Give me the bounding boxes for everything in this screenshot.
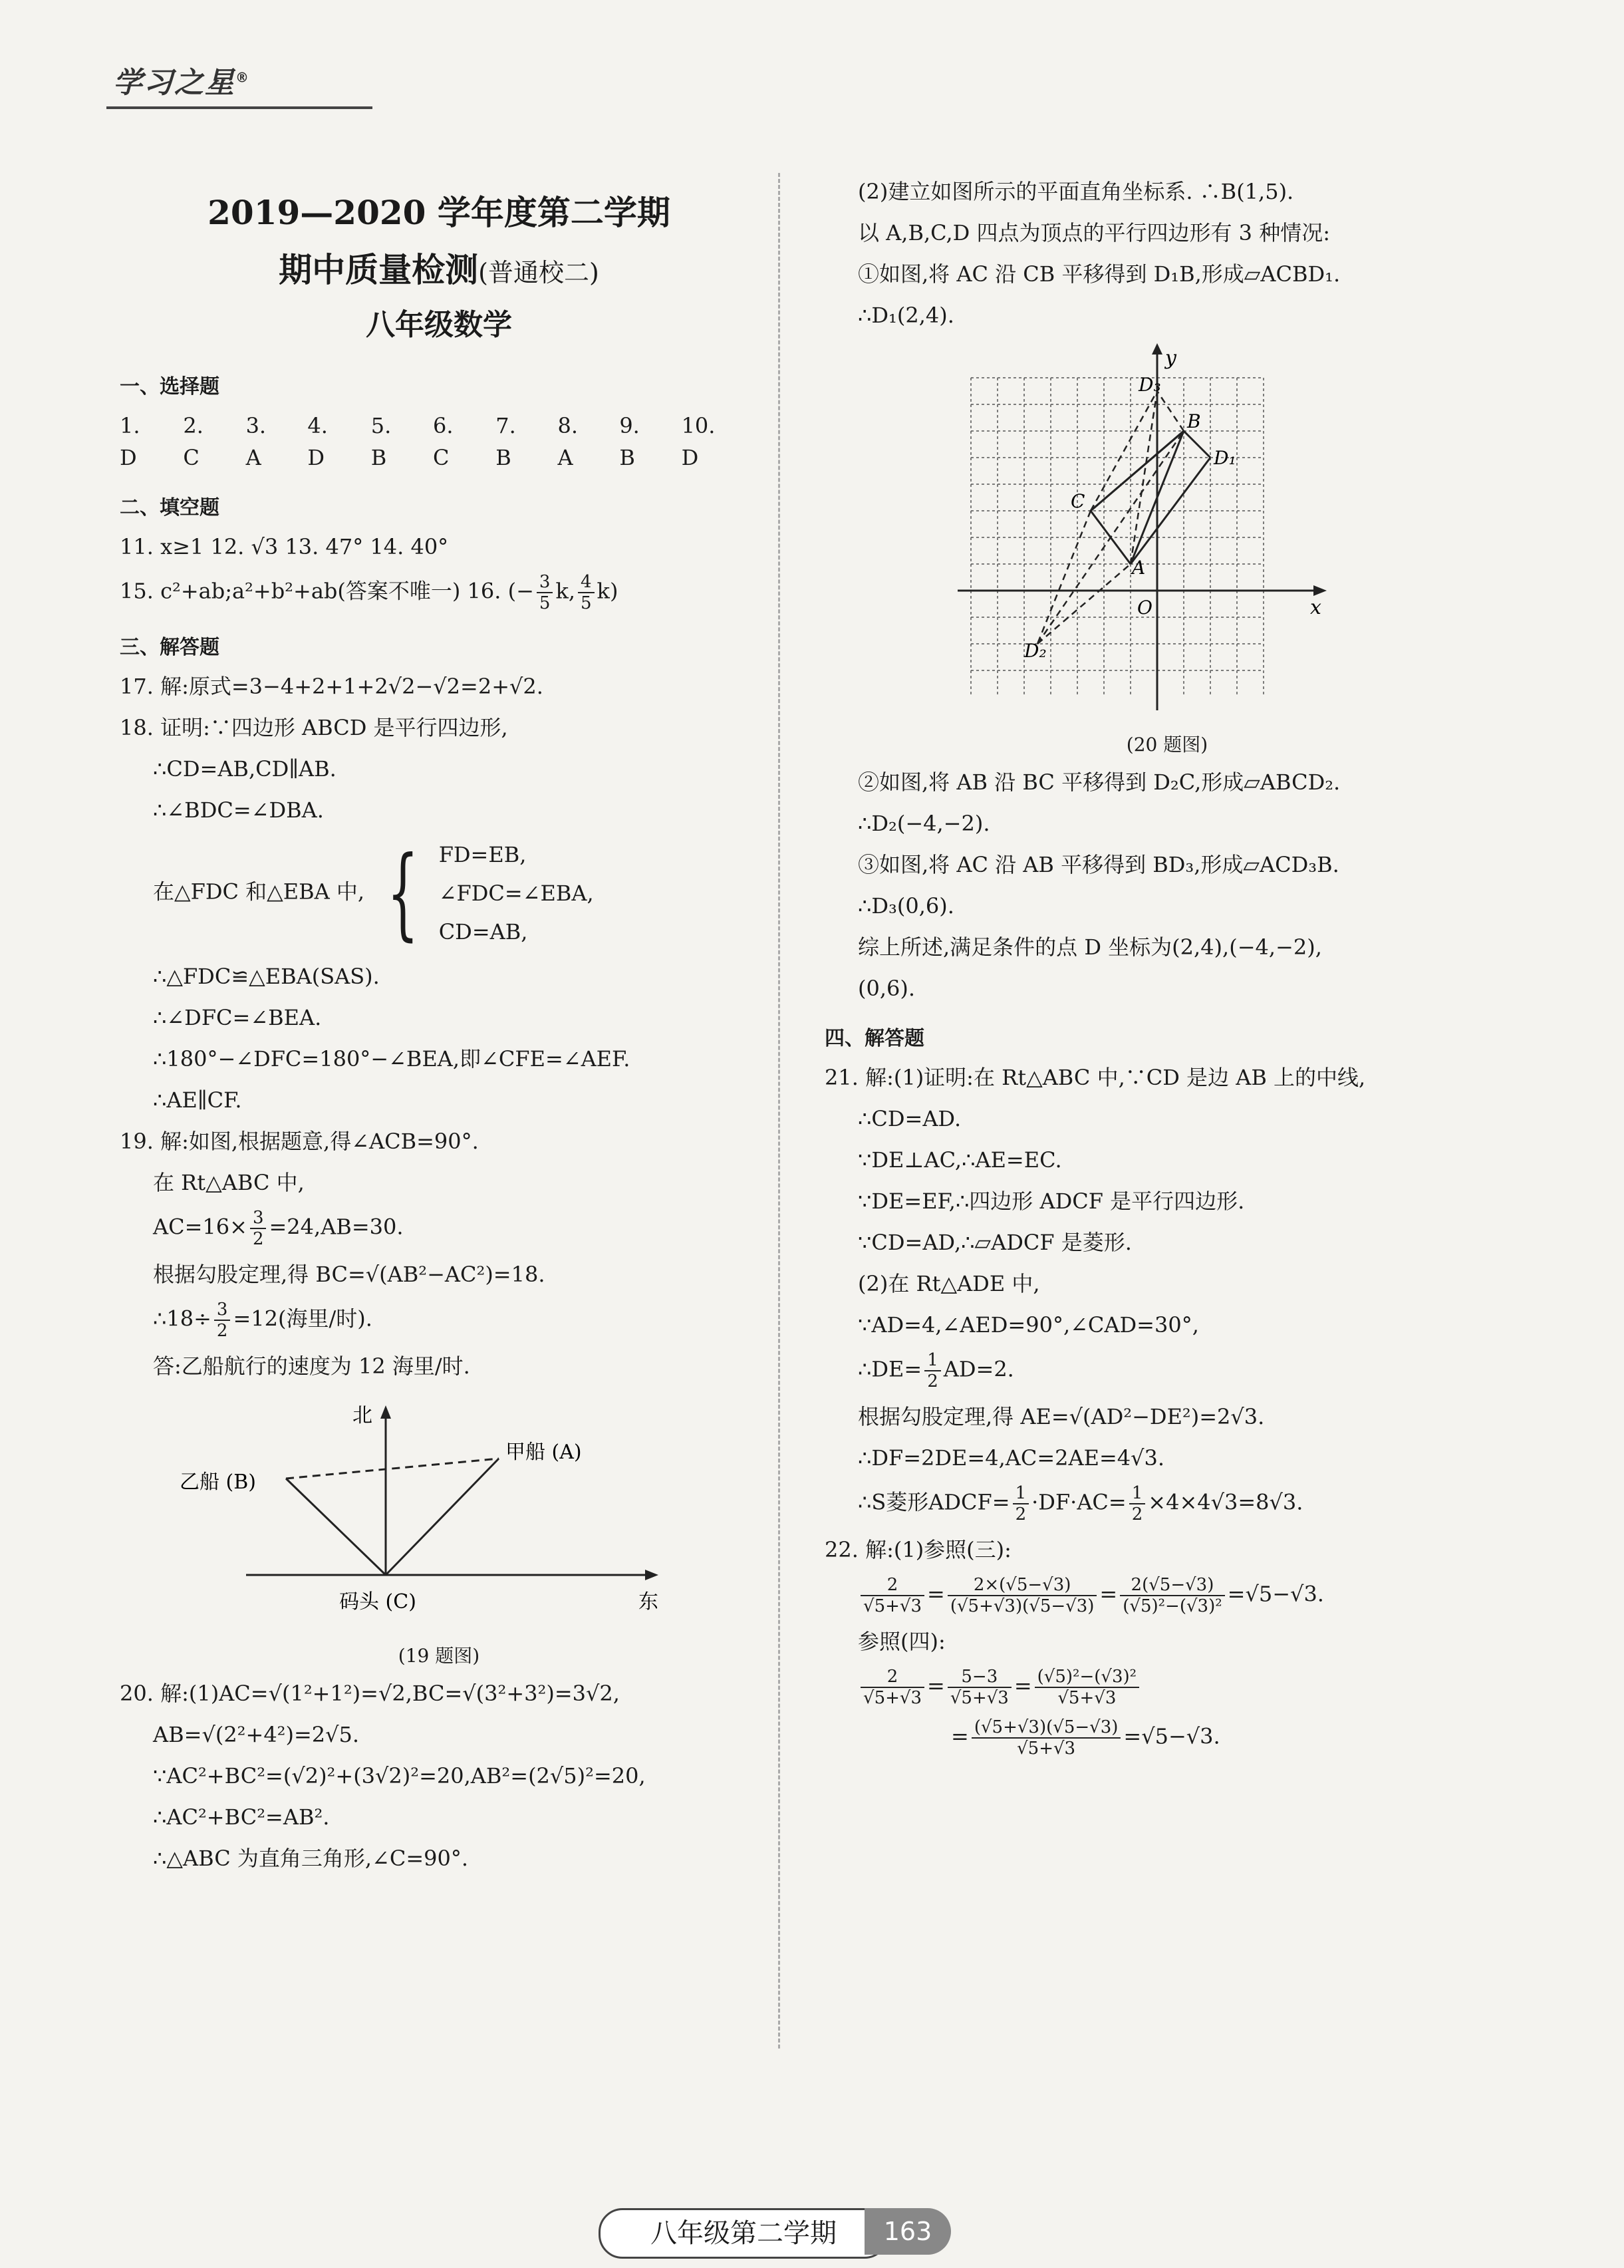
svg-text:y: y: [1165, 347, 1176, 370]
q18-l5: ∴△FDC≌△EBA(SAS).: [153, 964, 380, 989]
q19-l6: 答:乙船航行的速度为 12 海里/时.: [153, 1353, 470, 1379]
svg-text:C: C: [1071, 490, 1085, 512]
svg-text:x: x: [1310, 596, 1321, 619]
q18-l8: ∴AE∥CF.: [153, 1087, 242, 1113]
svg-text:O: O: [1137, 597, 1152, 619]
title-exam: 期中质量检测(普通校二): [279, 250, 599, 289]
q20-r3: ①如图,将 AC 沿 CB 平移得到 D₁B,形成▱ACBD₁.: [858, 261, 1341, 287]
q18-l7: ∴180°−∠DFC=180°−∠BEA,即∠CFE=∠AEF.: [153, 1046, 630, 1071]
q22-eq2: $\frac{2}{√5+√3}$ = $\frac{5-3}{√5+√3}$ = $\frac{\text{(√5)²−(√3)²}}{√5+√3}$: [825, 1667, 1510, 1708]
q21-l6: (2)在 Rt△ADE 中,: [858, 1271, 1040, 1296]
left-column: [120, 173, 758, 1884]
q18-l3: ∴∠BDC=∠DBA.: [153, 797, 324, 823]
q18-l2: ∴CD=AB,CD∥AB.: [153, 756, 337, 781]
title-subject: 八年级数学: [366, 308, 512, 342]
dock-label: 码头 (C): [339, 1590, 416, 1614]
section-choice: 一、选择题: [120, 375, 219, 398]
svg-text:A: A: [1132, 557, 1146, 579]
q22-eq3: = $\frac{(√5+√3)(√5-√3)}{√5+√3}$ =√5−√3.: [951, 1717, 1220, 1759]
q21-l7: ∵AD=4,∠AED=90°,∠CAD=30°,: [858, 1312, 1199, 1338]
section-solve-2: 四、解答题: [825, 1027, 924, 1050]
q21-l4: ∵DE=EF,∴四边形 ADCF 是平行四边形.: [858, 1189, 1245, 1214]
q19-l2: 在 Rt△ABC 中,: [153, 1170, 305, 1195]
q21-l10: ∴DF=2DE=4,AC=2AE=4√3.: [858, 1445, 1165, 1471]
q22-l2: 参照(四):: [858, 1629, 946, 1654]
q20-r5: ②如图,将 AB 沿 BC 平移得到 D₂C,形成▱ABCD₂.: [858, 770, 1341, 795]
svg-text:D₃: D₃: [1139, 374, 1161, 396]
fill-line-2: 15. c²+ab;a²+b²+ab(答案不唯一) 16. (− $\frac{3}{5}$ k, $\frac{4}{5}$ k): [120, 572, 618, 613]
svg-text:D₂: D₂: [1024, 640, 1047, 662]
right-column: [825, 166, 1510, 1768]
q19-l4: 根据勾股定理,得 BC=√(AB²−AC²)=18.: [153, 1262, 545, 1287]
q20-l4: ∴AC²+BC²=AB².: [153, 1804, 330, 1830]
logo: 学习之星®: [113, 66, 250, 100]
q20-r2: 以 A,B,C,D 四点为顶点的平行四边形有 3 种情况:: [858, 220, 1330, 245]
column-divider: [778, 173, 780, 2049]
section-fill: 二、填空题: [120, 496, 219, 519]
q18-l1: 18. 证明:∵四边形 ABCD 是平行四边形,: [120, 715, 508, 740]
q20-r9: 综上所述,满足条件的点 D 坐标为(2,4),(−4,−2),: [858, 934, 1322, 960]
q21-l9: 根据勾股定理,得 AE=√(AD²−DE²)=2√3.: [858, 1404, 1265, 1429]
q20-r6: ∴D₂(−4,−2).: [858, 811, 990, 836]
q20-r10: (0,6).: [858, 976, 916, 1001]
page-number: 163: [865, 2208, 951, 2255]
q22-l1: 22. 解:(1)参照(三):: [825, 1537, 1012, 1562]
q18-system: 在△FDC 和△EBA 中, { FD=EB, ∠FDC=∠EBA, CD=AB,: [153, 835, 594, 951]
choice-answers: 1. D 2. C 3. A 4. D 5. B 6. C 7. B 8. A 9. B 10. D: [120, 413, 716, 470]
q19-l5: ∴18÷ $\frac{3}{2}$ =12(海里/时).: [153, 1300, 372, 1341]
q17: 17. 解:原式=3−4+2+1+2√2−√2=2+√2.: [120, 674, 543, 699]
q20-r1: (2)建立如图所示的平面直角坐标系. ∴B(1,5).: [858, 179, 1294, 204]
q20-r4: ∴D₁(2,4).: [858, 303, 954, 328]
q21-l3: ∵DE⊥AC,∴AE=EC.: [858, 1147, 1062, 1173]
q20-l5: ∴△ABC 为直角三角形,∠C=90°.: [153, 1846, 469, 1871]
title-year: 2019—2020 学年度第二学期: [207, 193, 670, 232]
ship-b-label: 乙船 (B): [180, 1471, 256, 1494]
q20-r8: ∴D₃(0,6).: [858, 893, 954, 919]
q22-eq1: $\frac{2}{√5+√3}$ = $\frac{2\times(√5-√3)}{(√5+√3)(√5-√3)}$ = $\frac{2(√5-√3)}{\text{(√5)²−(√3)²}}$ =√5−√3.: [825, 1575, 1510, 1616]
q20-r7: ③如图,将 AC 沿 AB 平移得到 BD₃,形成▱ACD₃B.: [858, 852, 1339, 877]
q21-l2: ∴CD=AD.: [858, 1106, 962, 1131]
q21-l5: ∵CD=AD,∴▱ADCF 是菱形.: [858, 1230, 1132, 1255]
footer-label: 八年级第二学期: [599, 2208, 888, 2259]
q19-caption: (19 题图): [398, 1645, 480, 1667]
east-label: 东: [638, 1590, 658, 1614]
q20-figure: [958, 345, 1330, 717]
q21-l1: 21. 解:(1)证明:在 Rt△ABC 中,∵CD 是边 AB 上的中线,: [825, 1065, 1366, 1090]
page-footer: [599, 2208, 971, 2268]
q19-figure: [180, 1395, 685, 1635]
q20-l2: AB=√(2²+4²)=2√5.: [153, 1722, 360, 1747]
svg-text:B: B: [1187, 410, 1201, 432]
svg-text:D₁: D₁: [1214, 447, 1236, 469]
q21-l8: ∴DE= $\frac{1}{2}$ AD=2.: [858, 1350, 1014, 1391]
section-solve: 三、解答题: [120, 636, 219, 659]
header-rule: [106, 106, 372, 109]
ship-a-label: 甲船 (A): [505, 1441, 582, 1464]
q18-l6: ∴∠DFC=∠BEA.: [153, 1005, 322, 1030]
north-label: 北: [352, 1404, 372, 1427]
fill-line-1: 11. x≥1 12. √3 13. 47° 14. 40°: [120, 534, 449, 559]
q20-caption: (20 题图): [1126, 734, 1208, 756]
q19-l1: 19. 解:如图,根据题意,得∠ACB=90°.: [120, 1129, 479, 1154]
q19-l3: AC=16× $\frac{3}{2}$ =24,AB=30.: [153, 1208, 404, 1249]
q21-l11: ∴S菱形ADCF= $\frac{1}{2}$ ·DF·AC= $\frac{1}{2}$ ×4×4√3=8√3.: [858, 1483, 1303, 1524]
q20-l3: ∵AC²+BC²=(√2)²+(3√2)²=20,AB²=(2√5)²=20,: [153, 1763, 646, 1788]
q20-l1: 20. 解:(1)AC=√(1²+1²)=√2,BC=√(3²+3²)=3√2,: [120, 1681, 620, 1706]
